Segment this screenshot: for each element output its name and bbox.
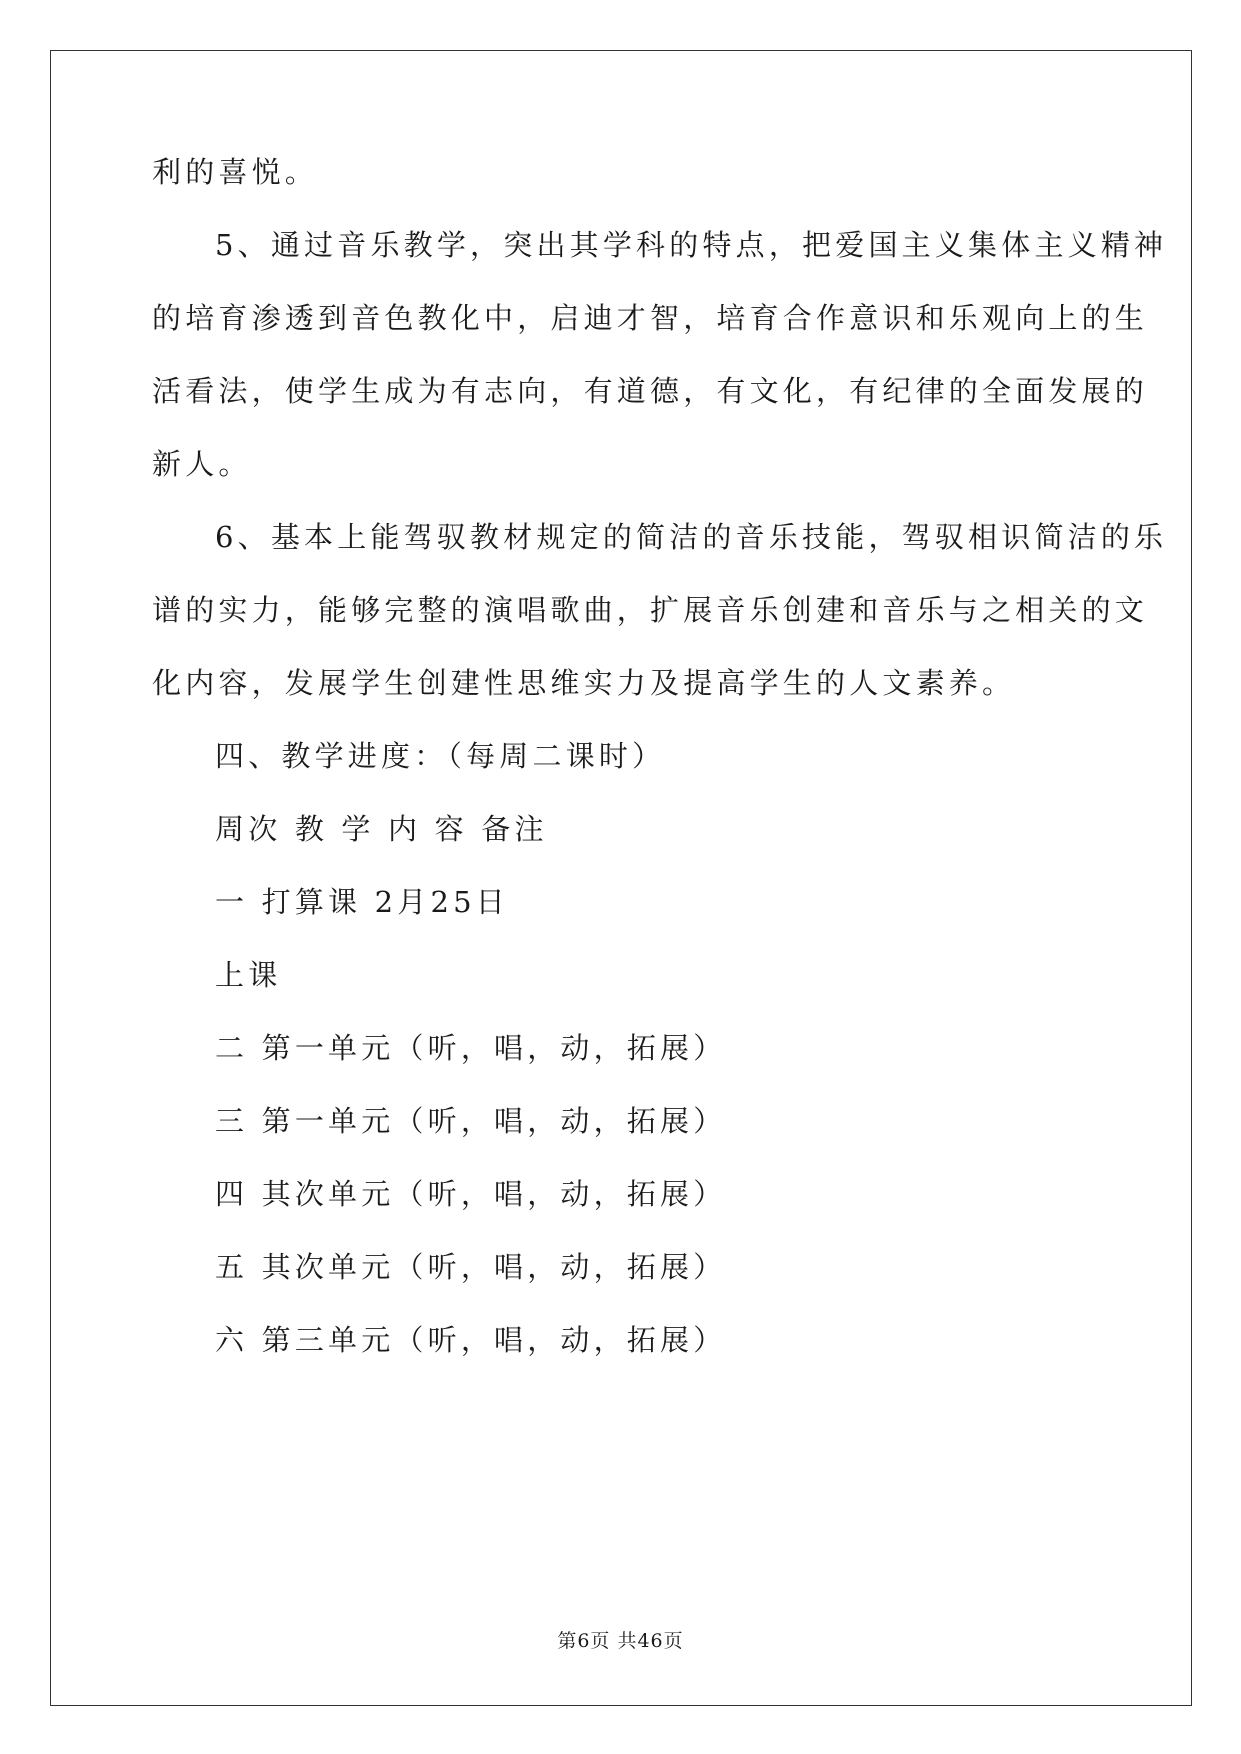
paragraph-line: 活看法，使学生成为有志向，有道德，有文化，有纪律的全面发展的 (152, 374, 1149, 408)
paragraph-line: 化内容，发展学生创建性思维实力及提高学生的人文素养。 (152, 666, 1016, 700)
schedule-row: 二 第一单元（听，唱，动，拓展） (215, 1031, 727, 1065)
schedule-row: 上课 (215, 958, 282, 992)
paragraph-line: 新人。 (152, 447, 252, 481)
schedule-header: 周次 教 学 内 容 备注 (215, 812, 548, 846)
page-footer: 第6页 共46页 (557, 1630, 684, 1652)
schedule-row: 一 打算课 2月25日 (215, 885, 509, 919)
schedule-row: 五 其次单元（听，唱，动，拓展） (215, 1250, 727, 1284)
schedule-row: 四 其次单元（听，唱，动，拓展） (215, 1177, 727, 1211)
paragraph-line: 利的喜悦。 (152, 155, 319, 189)
schedule-row: 三 第一单元（听，唱，动，拓展） (215, 1104, 727, 1138)
paragraph-line: 的培育渗透到音色教化中，启迪才智，培育合作意识和乐观向上的生 (152, 301, 1149, 335)
paragraph-line: 谱的实力，能够完整的演唱歌曲，扩展音乐创建和音乐与之相关的文 (152, 593, 1149, 627)
paragraph-line: 5、通过音乐教学，突出其学科的特点，把爱国主义集体主义精神 (215, 228, 1168, 262)
section-heading: 四、教学进度：（每周二课时） (215, 739, 666, 773)
paragraph-line: 6、基本上能驾驭教材规定的简洁的音乐技能，驾驭相识简洁的乐 (215, 520, 1168, 554)
schedule-row: 六 第三单元（听，唱，动，拓展） (215, 1323, 727, 1357)
page-border (50, 50, 1192, 1706)
